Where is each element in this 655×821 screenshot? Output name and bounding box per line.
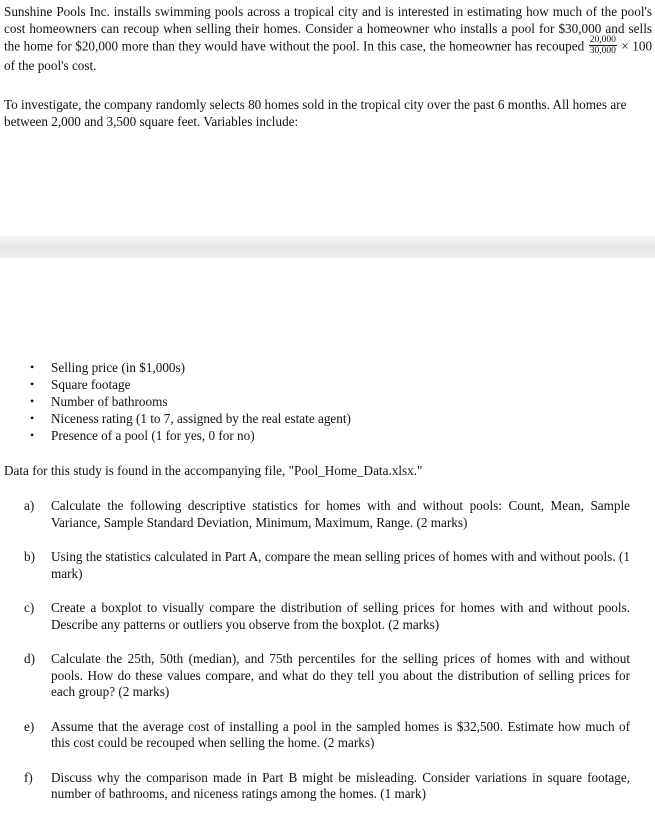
question-b <box>24 549 630 582</box>
variable-item <box>30 427 351 444</box>
variables-list <box>30 359 351 444</box>
question-text: Calculate the 25th, 50th (median), and 75th percentiles for the selling prices of homes with and without pools. How do these values compare, and what do they tell you about the distribution of selling prices for each group? (2 marks) <box>51 651 630 699</box>
intro-text <box>4 4 652 75</box>
variable-item <box>30 410 351 427</box>
question-text: Discuss why the comparison made in Part B might be misleading. Consider variations in square footage, number of bathrooms, and niceness ratings among the homes. (1 mark) <box>51 769 630 801</box>
variable-text: Square footage <box>51 377 131 392</box>
bullet-icon: • <box>30 360 35 374</box>
question-d <box>24 651 630 701</box>
variable-item <box>30 393 351 410</box>
bullet-icon: • <box>30 394 35 408</box>
variable-item <box>30 359 351 376</box>
investigation-text: To investigate, the company randomly selects 80 homes sold in the tropical city over the past 6 months. All homes are between 2,000 and 3,500 square feet. Variables include: <box>4 97 627 129</box>
question-label: f) <box>24 769 33 785</box>
bullet-icon: • <box>30 428 35 442</box>
investigation-paragraph <box>4 97 652 130</box>
bullet-icon: • <box>30 377 35 391</box>
data-file-note: Data for this study is found in the accompanying file, "Pool_Home_Data.xlsx." <box>4 463 423 478</box>
questions-list <box>24 498 630 821</box>
fraction-numerator: 20,000 <box>589 35 616 45</box>
variable-item <box>30 376 351 393</box>
question-label: a) <box>24 498 35 513</box>
question-label: b) <box>24 549 35 564</box>
recoup-fraction <box>589 35 617 56</box>
variable-text: Niceness rating (1 to 7, assigned by the real estate agent) <box>51 411 351 426</box>
bullet-icon: • <box>30 411 35 425</box>
fraction-denominator: 30,000 <box>589 46 616 56</box>
intro-text-start: Sunshine Pools Inc. installs swimming pools across a tropical city and is interested in estimating how much of the pool's cost homeowners can recoup when selling their homes. Consider a homeowner who installs a pool for $30,000 and sells the home for $20,000 more than they would have without the pool. In this case, the homeowner has recouped <box>4 4 652 54</box>
question-text: Assume that the average cost of installing a pool in the sampled homes is $32,500. Estimate how much of this cost could be recouped when selling the home. (2 marks) <box>51 718 630 750</box>
variable-text: Selling price (in $1,000s) <box>51 360 186 375</box>
intro-text-end: × 100 of the pool's cost. <box>4 38 653 73</box>
question-text: Using the statistics calculated in Part A, compare the mean selling prices of homes with and without pools. (1 mark) <box>51 549 630 581</box>
question-c <box>24 600 630 633</box>
variable-text: Presence of a pool (1 for yes, 0 for no) <box>51 428 255 443</box>
question-text: Calculate the following descriptive statistics for homes with and without pools: Count, Mean, Sample Variance, Sample Standard Deviation, Minimum, Maximum, Range. (2 marks) <box>51 498 630 530</box>
question-a <box>24 498 630 531</box>
question-text: Create a boxplot to visually compare the distribution of selling prices for homes with and without pools. Describe any patterns or outliers you observe from the boxplot. (2 marks) <box>51 600 630 632</box>
question-e <box>24 719 630 752</box>
page-gap-divider <box>0 236 655 258</box>
question-f <box>24 770 630 803</box>
intro-paragraph <box>4 4 652 75</box>
question-label: e) <box>24 718 35 734</box>
variable-text: Number of bathrooms <box>51 394 168 409</box>
question-label: d) <box>24 651 35 666</box>
question-label: c) <box>24 600 35 615</box>
